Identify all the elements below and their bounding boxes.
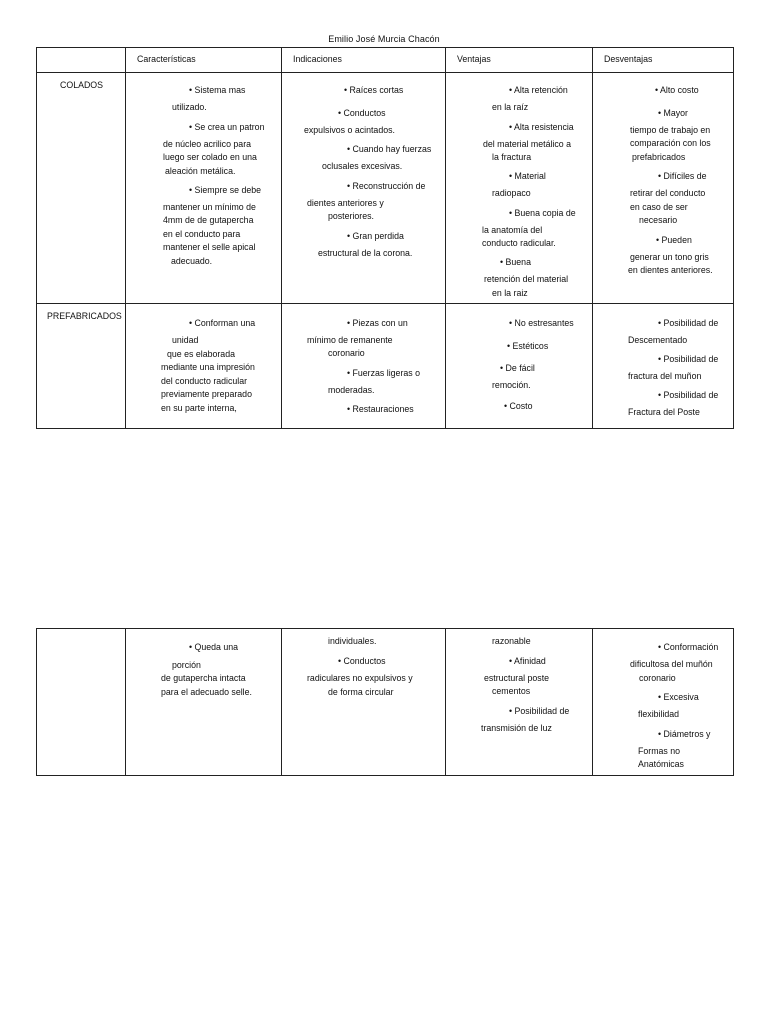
cell-line: adecuado. (171, 256, 213, 266)
document-author: Emilio José Murcia Chacón (328, 34, 440, 44)
cell-line: • Buena copia de (509, 208, 576, 218)
cell-caracteristicas (126, 629, 282, 776)
cell-caracteristicas (126, 73, 282, 304)
cell-line: la anatomía del (482, 225, 543, 235)
cell-line: estructural poste (484, 673, 550, 683)
table-row-continuation (37, 629, 734, 776)
row-label-cell (37, 73, 126, 304)
cell-line: flexibilidad (638, 709, 680, 719)
cell-line: mantener el selle apical (163, 242, 256, 252)
header-cell-empty (37, 48, 126, 73)
cell-line: • Conductos (338, 656, 386, 666)
header-cell-desventajas: Desventajas (593, 48, 734, 73)
cell-line: • Material (509, 171, 546, 181)
cell-line: • Se crea un patron (189, 122, 265, 132)
cell-line: mantener un mínimo de (163, 202, 256, 212)
cell-line: moderadas. (328, 385, 375, 395)
cell-line: mediante una impresión (161, 362, 255, 372)
cell-line: radiopaco (492, 188, 531, 198)
cell-line: 4mm de de gutapercha (163, 215, 254, 225)
cell-line: del conducto radicular (161, 376, 248, 386)
cell-indicaciones (282, 73, 446, 304)
cell-line: • De fácil (500, 363, 535, 373)
cell-line: dientes anteriores y (307, 198, 384, 208)
cell-line: transmisión de luz (481, 723, 552, 733)
cell-line: • Posibilidad de (509, 706, 570, 716)
cell-line: • Gran perdida (347, 231, 404, 241)
cell-line: prefabricados (632, 152, 686, 162)
cell-line: en su parte interna, (161, 403, 237, 413)
cell-line: Descementado (628, 335, 688, 345)
cell-line: • Alta resistencia (509, 122, 574, 132)
cell-line: • Restauraciones (347, 404, 414, 414)
cell-line: • No estresantes (509, 318, 574, 328)
cell-indicaciones (282, 304, 446, 429)
cell-line: necesario (639, 215, 678, 225)
table-header-row (37, 48, 734, 73)
cell-line: • Estéticos (507, 341, 549, 351)
cell-line: del material metálico a (483, 139, 572, 149)
cell-line: Anatómicas (638, 759, 684, 769)
cell-line: en la raíz (492, 102, 529, 112)
cell-line: estructural de la corona. (318, 248, 413, 258)
cell-line: de forma circular (328, 687, 394, 697)
cell-line: • Afinidad (509, 656, 546, 666)
cell-line: • Piezas con un (347, 318, 408, 328)
cell-line: retirar del conducto (630, 188, 706, 198)
cell-line: • Cuando hay fuerzas (347, 144, 432, 154)
cell-ventajas (446, 629, 593, 776)
cell-line: • Buena (500, 257, 531, 267)
cell-line: • Conformación (658, 642, 719, 652)
cell-line: • Diámetros y (658, 729, 711, 739)
cell-desventajas (593, 629, 734, 776)
cell-line: • Mayor (658, 108, 688, 118)
cell-line: en la raiz (492, 288, 528, 298)
cell-line: fractura del muñon (628, 371, 702, 381)
cell-line: • Fuerzas ligeras o (347, 368, 420, 378)
comparison-table-continuation (36, 628, 734, 776)
cell-line: mínimo de remanente (307, 335, 393, 345)
cell-line: • Sistema mas (189, 85, 246, 95)
cell-line: generar un tono gris (630, 252, 709, 262)
cell-line: remoción. (492, 380, 531, 390)
cell-line: tiempo de trabajo en (630, 125, 711, 135)
cell-desventajas (593, 73, 734, 304)
cell-line: dificultosa del muñón (630, 659, 713, 669)
cell-line: de gutapercha intacta (161, 673, 246, 683)
table-row-colados (37, 73, 734, 304)
cell-desventajas (593, 304, 734, 429)
cell-line: que es elaborada (167, 349, 235, 359)
header-cell-indicaciones: Indicaciones (282, 48, 446, 73)
cell-line: Formas no (638, 746, 681, 756)
cell-line: luego ser colado en una (163, 152, 257, 162)
cell-line: de núcleo acrilico para (163, 139, 252, 149)
cell-line: • Posibilidad de (658, 390, 719, 400)
header-cell-ventajas: Ventajas (446, 48, 593, 73)
cell-line: conducto radicular. (482, 238, 556, 248)
cell-line: razonable (492, 636, 531, 646)
row-label: COLADOS (60, 80, 104, 90)
cell-line: coronario (328, 348, 365, 358)
cell-line: • Posibilidad de (658, 318, 719, 328)
cell-line: • Costo (504, 401, 533, 411)
row-label: PREFABRICADOS (47, 311, 122, 321)
cell-line: posteriores. (328, 211, 374, 221)
cell-line: previamente preparado (161, 389, 252, 399)
cell-line: retención del material (484, 274, 569, 284)
cell-line: • Conductos (338, 108, 386, 118)
cell-line: • Excesiva (658, 692, 699, 702)
table-row-prefabricados (37, 304, 734, 429)
cell-line: en dientes anteriores. (628, 265, 713, 275)
cell-line: utilizado. (172, 102, 207, 112)
header-cell-caracteristicas: Características (126, 48, 282, 73)
comparison-table (36, 47, 734, 429)
cell-line: • Alto costo (655, 85, 699, 95)
cell-line: • Conforman una (189, 318, 256, 328)
cell-line: comparación con los (630, 138, 711, 148)
cell-line: individuales. (328, 636, 377, 646)
cell-line: Fractura del Poste (628, 407, 700, 417)
cell-line: expulsivos o acintados. (304, 125, 395, 135)
cell-line: • Difíciles de (658, 171, 707, 181)
cell-line: en el conducto para (163, 229, 241, 239)
cell-line: • Alta retención (509, 85, 568, 95)
cell-line: en caso de ser (630, 202, 688, 212)
cell-line: • Posibilidad de (658, 354, 719, 364)
cell-line: unidad (172, 335, 199, 345)
cell-line: coronario (639, 673, 676, 683)
cell-line: • Pueden (656, 235, 692, 245)
cell-line: • Reconstrucción de (347, 181, 426, 191)
cell-line: porción (172, 660, 201, 670)
cell-line: • Queda una (189, 642, 239, 652)
cell-line: • Siempre se debe (189, 185, 262, 195)
cell-line: • Raíces cortas (344, 85, 404, 95)
cell-ventajas (446, 73, 593, 304)
row-label-cell (37, 629, 126, 776)
cell-line: radiculares no expulsivos y (307, 673, 413, 683)
cell-line: para el adecuado selle. (161, 687, 252, 697)
cell-line: aleación metálica. (165, 166, 236, 176)
cell-indicaciones (282, 629, 446, 776)
cell-line: oclusales excesivas. (322, 161, 403, 171)
cell-ventajas (446, 304, 593, 429)
cell-line: la fractura (492, 152, 532, 162)
row-label-cell (37, 304, 126, 429)
cell-line: cementos (492, 686, 531, 696)
cell-caracteristicas (126, 304, 282, 429)
